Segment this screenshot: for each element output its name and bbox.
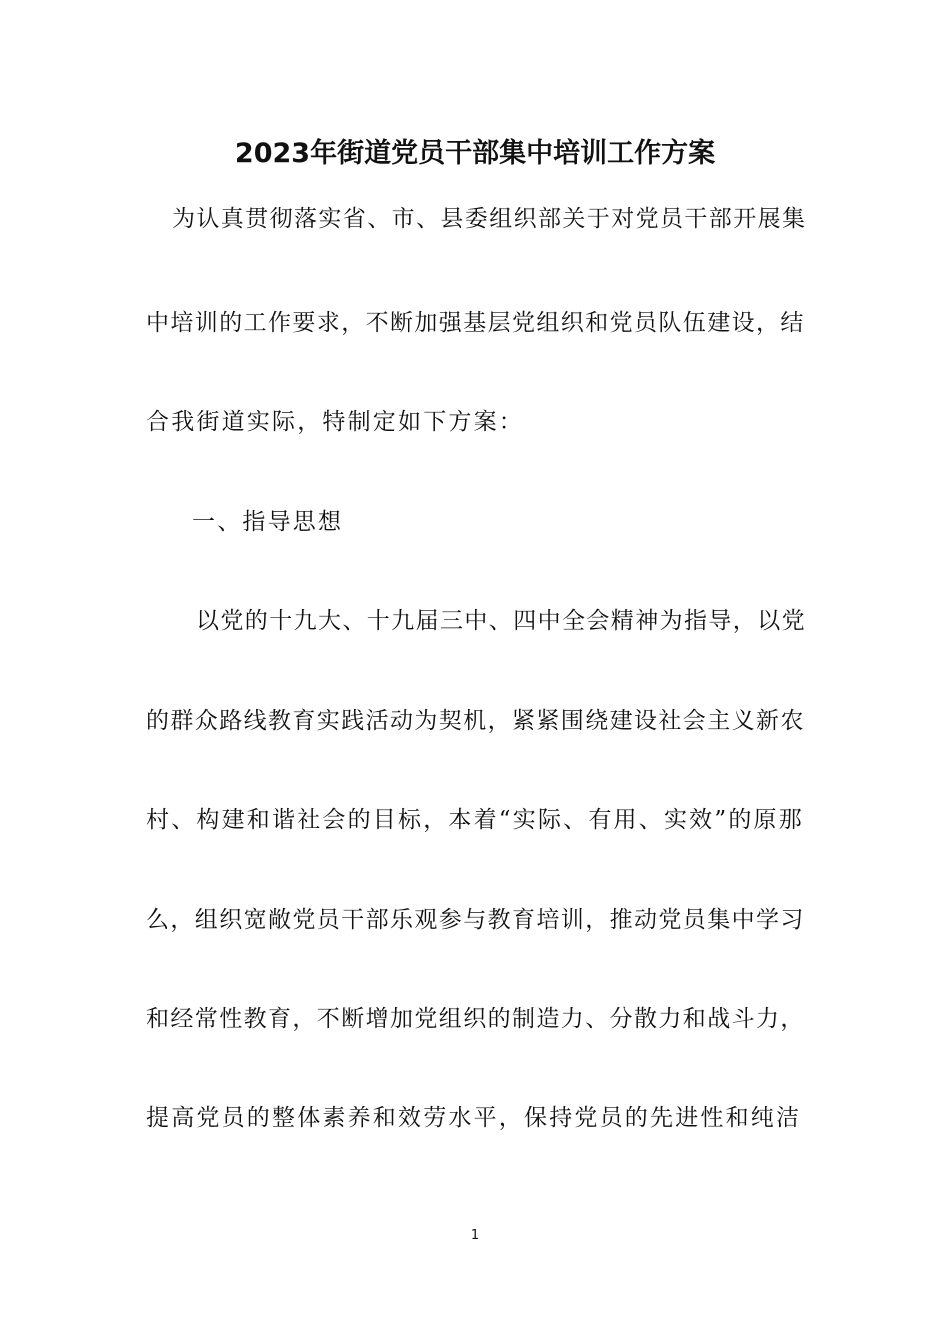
page-number: 1 [470,1228,480,1243]
document-title: 2023年街道党员干部集中培训工作方案 [234,138,716,169]
paragraph-line-2: 中培训的工作要求，不断加强基层党组织和党员队伍建设，结 [146,310,805,336]
paragraph-line-8: 和经常性教育，不断增加党组织的制造力、分散力和战斗力， [146,1006,805,1032]
paragraph-line-7: 么，组织宽敞党员干部乐观参与教育培训，推动党员集中学习 [146,907,805,933]
paragraph-line-3: 合我街道实际，特制定如下方案： [146,409,524,435]
paragraph-line-5: 的群众路线教育实践活动为契机，紧紧围绕建设社会主义新农 [146,708,805,734]
paragraph-line-6: 村、构建和谐社会的目标，本着“实际、有用、实效”的原那 [146,807,804,833]
paragraph-line-9: 提高党员的整体素养和效劳水平，保持党员的先进性和纯洁 [146,1105,802,1131]
paragraph-line-4: 以党的十九大、十九届三中、四中全会精神为指导，以党 [196,608,806,634]
paragraph-line-1: 为认真贯彻落实省、市、县委组织部关于对党员干部开展集 [172,206,807,232]
section-heading: 一、指导思想 [192,509,344,535]
